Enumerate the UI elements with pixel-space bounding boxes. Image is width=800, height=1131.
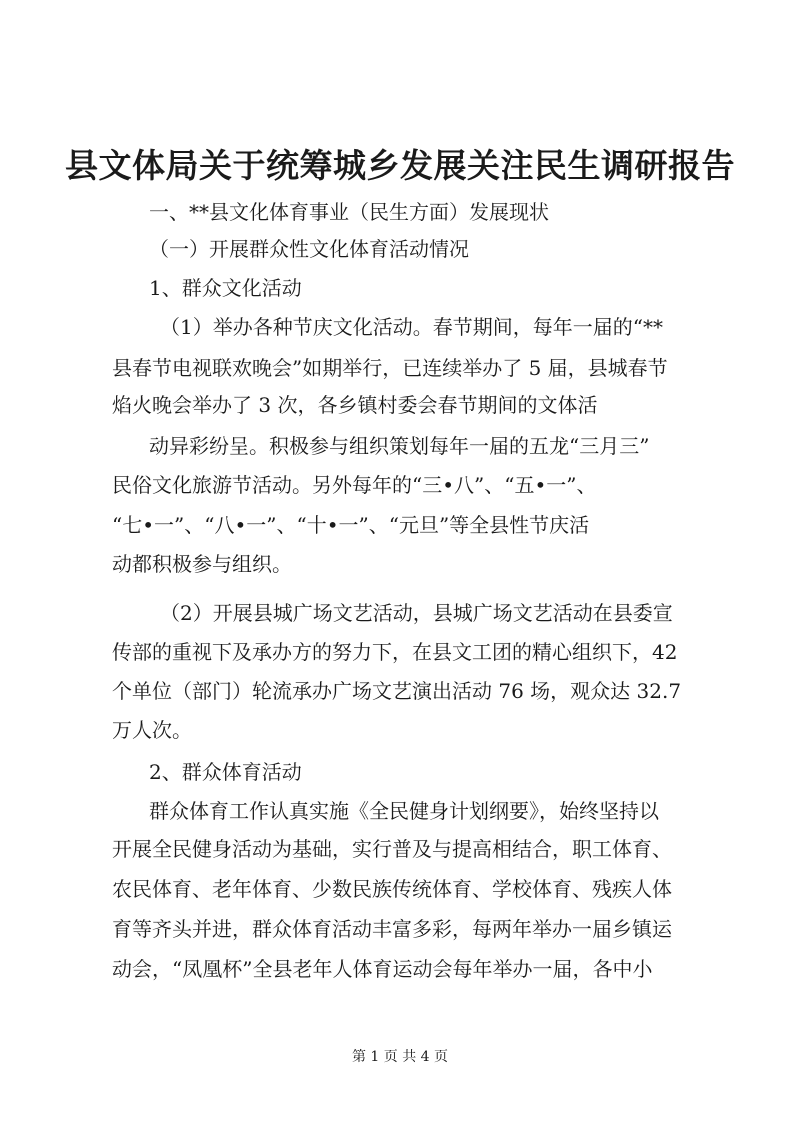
paragraph-line: 育等齐头并进，群众体育活动丰富多彩，每两年举办一届乡镇运	[112, 917, 672, 941]
paragraph-line: 农民体育、老年体育、少数民族传统体育、学校体育、残疾人体	[112, 877, 672, 901]
paragraph-line: 开展全民健身活动为基础，实行普及与提高相结合，职工体育、	[112, 837, 672, 861]
page-footer: 第 1 页 共 4 页	[351, 1049, 449, 1065]
paragraph-line: 动异彩纷呈。积极参与组织策划每年一届的五龙“三月三”	[149, 434, 650, 458]
item-heading: 2、群众体育活动	[149, 760, 302, 784]
paragraph-line: 传部的重视下及承办方的努力下，在县文工团的精心组织下，42	[112, 640, 678, 664]
paragraph-line: 万人次。	[112, 718, 192, 742]
paragraph-line: 动都积极参与组织。	[112, 552, 292, 576]
item-heading: 1、群众文化活动	[149, 276, 302, 300]
paragraph-line: 个单位（部门）轮流承办广场文艺演出活动 76 场，观众达 32.7	[112, 679, 682, 703]
paragraph-line: 县春节电视联欢晚会”如期举行，已连续举办了 5 届，县城春节	[112, 356, 668, 380]
paragraph-line: 焰火晚会举办了 3 次，各乡镇村委会春节期间的文体活	[112, 393, 598, 417]
section-heading: 一、**县文化体育事业（民生方面）发展现状	[149, 200, 549, 224]
subsection-heading: （一）开展群众性文化体育活动情况	[149, 237, 469, 261]
paragraph-line: “七•一”、“八•一”、“十•一”、“元旦”等全县性节庆活	[112, 513, 590, 537]
paragraph-line: （2）开展县城广场文艺活动，县城广场文艺活动在县委宣	[160, 601, 673, 625]
paragraph-line: 民俗文化旅游节活动。另外每年的“三•八”、“五•一”、	[112, 473, 597, 497]
paragraph-line: 动会，“凤凰杯”全县老年人体育运动会每年举办一届，各中小	[112, 957, 653, 981]
document-title: 县文体局关于统筹城乡发展关注民生调研报告	[65, 146, 735, 185]
paragraph-line: （1）举办各种节庆文化活动。春节期间，每年一届的“**	[160, 315, 663, 339]
paragraph-line: 群众体育工作认真实施《全民健身计划纲要》，始终坚持以	[149, 799, 659, 823]
